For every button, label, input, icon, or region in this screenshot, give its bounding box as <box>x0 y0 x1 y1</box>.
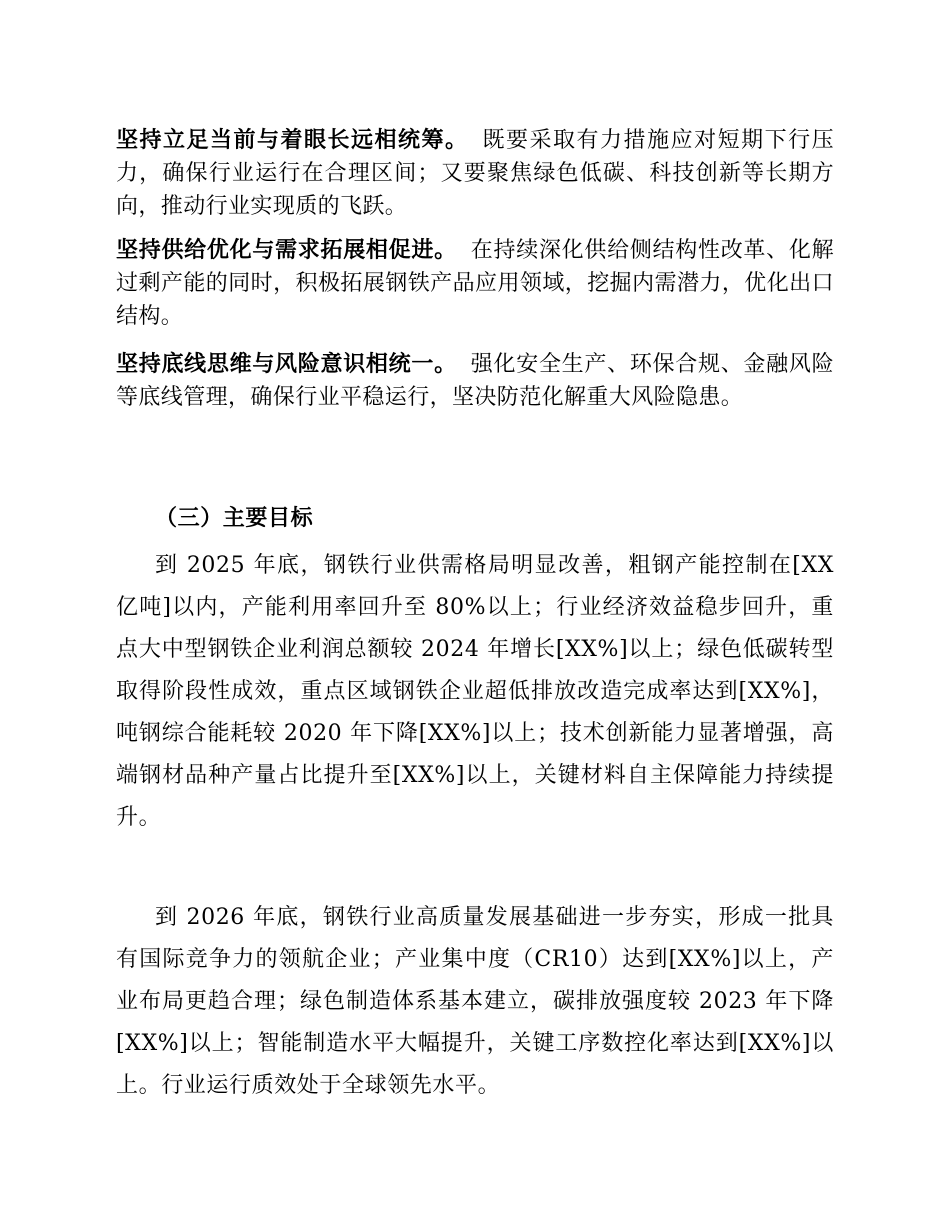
principle-lead-3: 坚持底线思维与风险意识相统一。 <box>116 351 457 377</box>
principle-text-2: 在持续深化供给侧结构性改革、化解过剩产能的同时，积极拓展钢铁产品应用领域，挖掘内需潜力，优化出口结构。 <box>116 238 834 329</box>
goal-2025-paragraph: 到 2025 年底，钢铁行业供需格局明显改善，粗钢产能控制在[XX 亿吨]以内，产能利用率回升至 80%以上；行业经济效益稳步回升，重点大中型钢铁企业利润总额较 2024 年增长[XX%]以上；绿色低碳转型取得阶段性成效，重点区域钢铁企业超低排放改造完成率达到[XX%]，吨钢综合能耗较 2020 年下降[XX%]以上；技术创新能力显著增强，高端钢材品种产量占比提升至[XX%]以上，关键材料自主保障能力持续提升。 <box>116 553 834 830</box>
principle-paragraph-3 <box>116 348 834 414</box>
principle-paragraph-1 <box>116 124 834 223</box>
principle-text-1: 既要采取有力措施应对短期下行压力，确保行业运行在合理区间；又要聚焦绿色低碳、科技创新等长期方向，推动行业实现质的飞跃。 <box>116 128 834 219</box>
goal-2026-paragraph: 到 2026 年底，钢铁行业高质量发展基础进一步夯实，形成一批具有国际竞争力的领航企业；产业集中度（CR10）达到[XX%]以上，产业布局更趋合理；绿色制造体系基本建立，碳排放强度较 2023 年下降[XX%]以上；智能制造水平大幅提升，关键工序数控化率达到[XX%]以上。行业运行质效处于全球领先水平。 <box>116 905 834 1098</box>
principle-lead-1: 坚持立足当前与着眼长远相统筹。 <box>116 127 469 153</box>
principle-lead-2: 坚持供给优化与需求拓展相促进。 <box>116 237 457 263</box>
principle-paragraph-2 <box>116 234 834 333</box>
principle-text-3: 强化安全生产、环保合规、金融风险等底线管理，确保行业平稳运行，坚决防范化解重大风险隐患。 <box>116 352 834 410</box>
section-heading: （三）主要目标 <box>155 505 314 531</box>
